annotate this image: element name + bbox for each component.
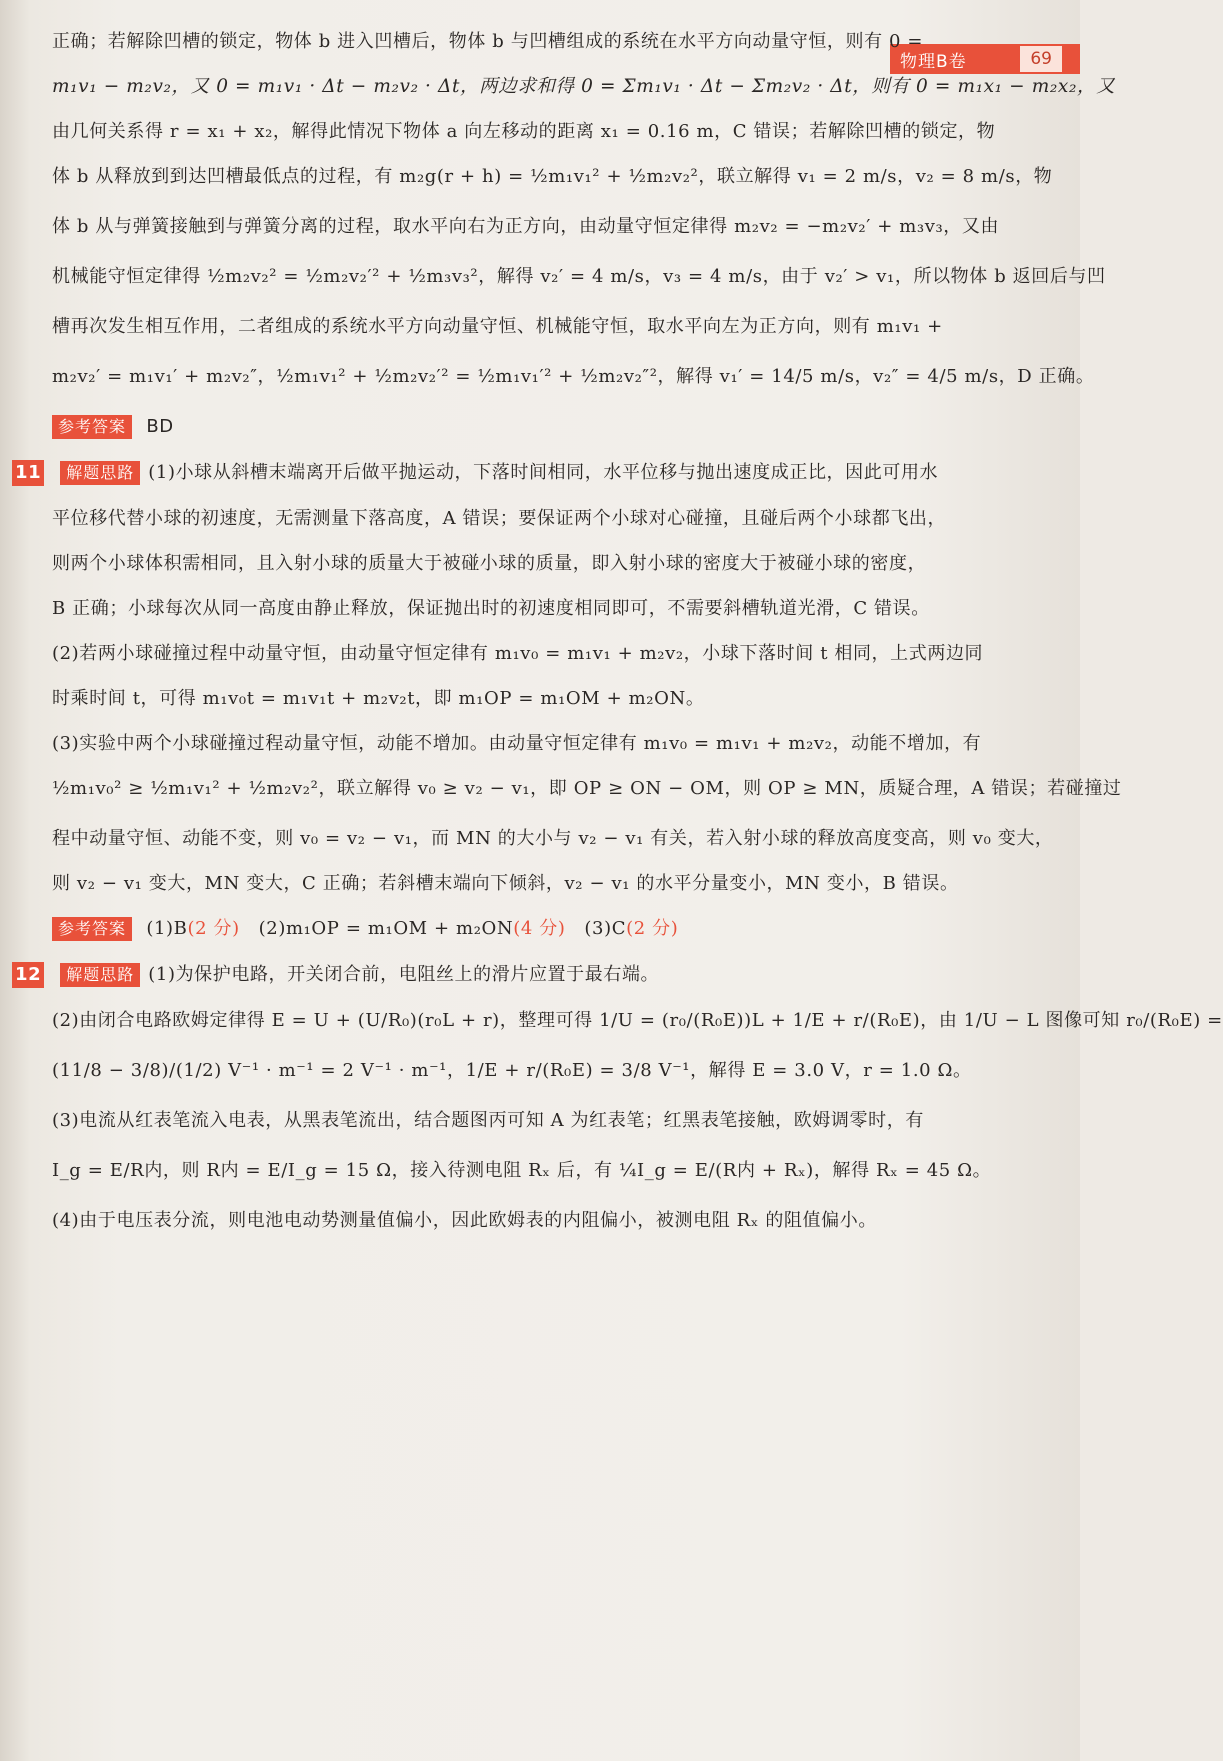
answer-part-1: (1)B [146, 918, 188, 939]
q10-line: m₂v₂′ = m₁v₁′ + m₂v₂″，½m₁v₁² + ½m₂v₂′² = ½m₁v₁′² + ½m₂v₂″²，解得 v₁′ = 14/5 m/s，v₂″ = 4/5 m/s，D 正确。 [52, 366, 1095, 387]
q10-line: 由几何关系得 r = x₁ + x₂，解得此情况下物体 a 向左移动的距离 x₁ = 0.16 m，C 错误；若解除凹槽的锁定，物 [52, 121, 996, 142]
section-title: 物理B卷 [900, 51, 967, 72]
q12-line: (3)电流从红表笔流入电表，从黑表笔流出，结合题图丙可知 A 为红表笔；红黑表笔接触，欧姆调零时，有 [52, 1110, 924, 1131]
q11-line: 时乘时间 t，可得 m₁v₀t = m₁v₁t + m₂v₂t，即 m₁OP = m₁OM + m₂ON。 [52, 688, 705, 709]
q11-answer [52, 917, 1002, 941]
q11-line: 则 v₂ − v₁ 变大，MN 变大，C 正确；若斜槽末端向下倾斜，v₂ − v₁ 的水平分量变小，MN 变小，B 错误。 [52, 873, 959, 894]
q11-line: (3)实验中两个小球碰撞过程动量守恒，动能不增加。由动量守恒定律有 m₁v₀ = m₁v₁ + m₂v₂，动能不增加，有 [52, 733, 982, 754]
q11-line: (2)若两小球碰撞过程中动量守恒，由动量守恒定律有 m₁v₀ = m₁v₁ + m₂v₂，小球下落时间 t 相同，上式两边同 [52, 643, 984, 664]
question-number: 11 [12, 460, 44, 486]
answer-part-3: (3)C [584, 918, 627, 939]
q12-line: (2)由闭合电路欧姆定律得 E = U + (U/R₀)(r₀L + r)，整理可得 1/U = (r₀/(R₀E))L + 1/E + r/(R₀E)，由 1/U − L 图像可知 r₀/(R₀E) = [52, 1010, 1223, 1031]
page-number: 69 [1020, 46, 1062, 72]
question-number: 12 [12, 962, 44, 988]
q10-line: m₁v₁ − m₂v₂，又 0 = m₁v₁ · Δt − m₂v₂ · Δt，两边求和得 0 = Σm₁v₁ · Δt − Σm₂v₂ · Δt，则有 0 = m₁x₁ − m₂x₂，又 [52, 76, 1116, 97]
q11-line: 平位移代替小球的初速度，无需测量下落高度，A 错误；要保证两个小球对心碰撞，且碰后两个小球都飞出， [52, 508, 947, 529]
q12-line: I_g = E/R内，则 R内 = E/I_g = 15 Ω，接入待测电阻 Rₓ 后，有 ¼I_g = E/(R内 + Rₓ)，解得 Rₓ = 45 Ω。 [52, 1160, 992, 1181]
q12-first-line [15, 962, 1002, 988]
q10-line: 槽再次发生相互作用，二者组成的系统水平方向动量守恒、机械能守恒，取水平向左为正方向，则有 m₁v₁ + [52, 316, 943, 337]
q10-answer [52, 415, 1002, 439]
score-3: (2 分) [626, 918, 679, 939]
q12-line: (4)由于电压表分流，则电池电动势测量值偏小，因此欧姆表的内阻偏小，被测电阻 Rₓ 的阻值偏小。 [52, 1210, 877, 1231]
q11-first-line [15, 460, 1002, 486]
q11-text: (1)小球从斜槽末端离开后做平抛运动，下落时间相同，水平位移与抛出速度成正比，因此可用水 [148, 462, 939, 483]
answer-value: BD [146, 416, 174, 437]
solution-tag: 解题思路 [60, 963, 140, 987]
q10-line: 体 b 从与弹簧接触到与弹簧分离的过程，取水平向右为正方向，由动量守恒定律得 m₂v₂ = −m₂v₂′ + m₃v₃，又由 [52, 216, 1000, 237]
q10-line: 正确；若解除凹槽的锁定，物体 b 进入凹槽后，物体 b 与凹槽组成的系统在水平方向动量守恒，则有 0 = [52, 31, 924, 52]
q11-line: 程中动量守恒、动能不变，则 v₀ = v₂ − v₁，而 MN 的大小与 v₂ − v₁ 有关，若入射小球的释放高度变高，则 v₀ 变大， [52, 828, 1054, 849]
q10-line: 体 b 从释放到到达凹槽最低点的过程，有 m₂g(r + h) = ½m₁v₁² + ½m₂v₂²，联立解得 v₁ = 2 m/s，v₂ = 8 m/s，物 [52, 166, 1053, 187]
answer-part-2: (2)m₁OP = m₁OM + m₂ON [258, 918, 514, 939]
q11-line: B 正确；小球每次从同一高度由静止释放，保证抛出时的初速度相同即可，不需要斜槽轨道光滑，C 错误。 [52, 598, 930, 619]
q12-line: (11/8 − 3/8)/(1/2) V⁻¹ · m⁻¹ = 2 V⁻¹ · m⁻¹，1/E + r/(R₀E) = 3/8 V⁻¹，解得 E = 3.0 V，r = 1.0 Ω。 [52, 1060, 972, 1081]
score-1: (2 分) [187, 918, 240, 939]
solution-tag: 解题思路 [60, 461, 140, 485]
q10-line: 机械能守恒定律得 ½m₂v₂² = ½m₂v₂′² + ½m₃v₃²，解得 v₂′ = 4 m/s，v₃ = 4 m/s，由于 v₂′ > v₁，所以物体 b 返回后与凹 [52, 266, 1106, 287]
q11-line: 则两个小球体积需相同，且入射小球的质量大于被碰小球的质量，即入射小球的密度大于被碰小球的密度， [52, 553, 927, 574]
q12-text: (1)为保护电路，开关闭合前，电阻丝上的滑片应置于最右端。 [148, 964, 660, 985]
q11-line: ½m₁v₀² ≥ ½m₁v₁² + ½m₂v₂²，联立解得 v₀ ≥ v₂ − v₁，即 OP ≥ ON − OM，则 OP ≥ MN，质疑合理，A 错误；若碰撞过 [52, 778, 1122, 799]
answer-tag: 参考答案 [52, 415, 132, 439]
score-2: (4 分) [513, 918, 566, 939]
answer-tag: 参考答案 [52, 917, 132, 941]
